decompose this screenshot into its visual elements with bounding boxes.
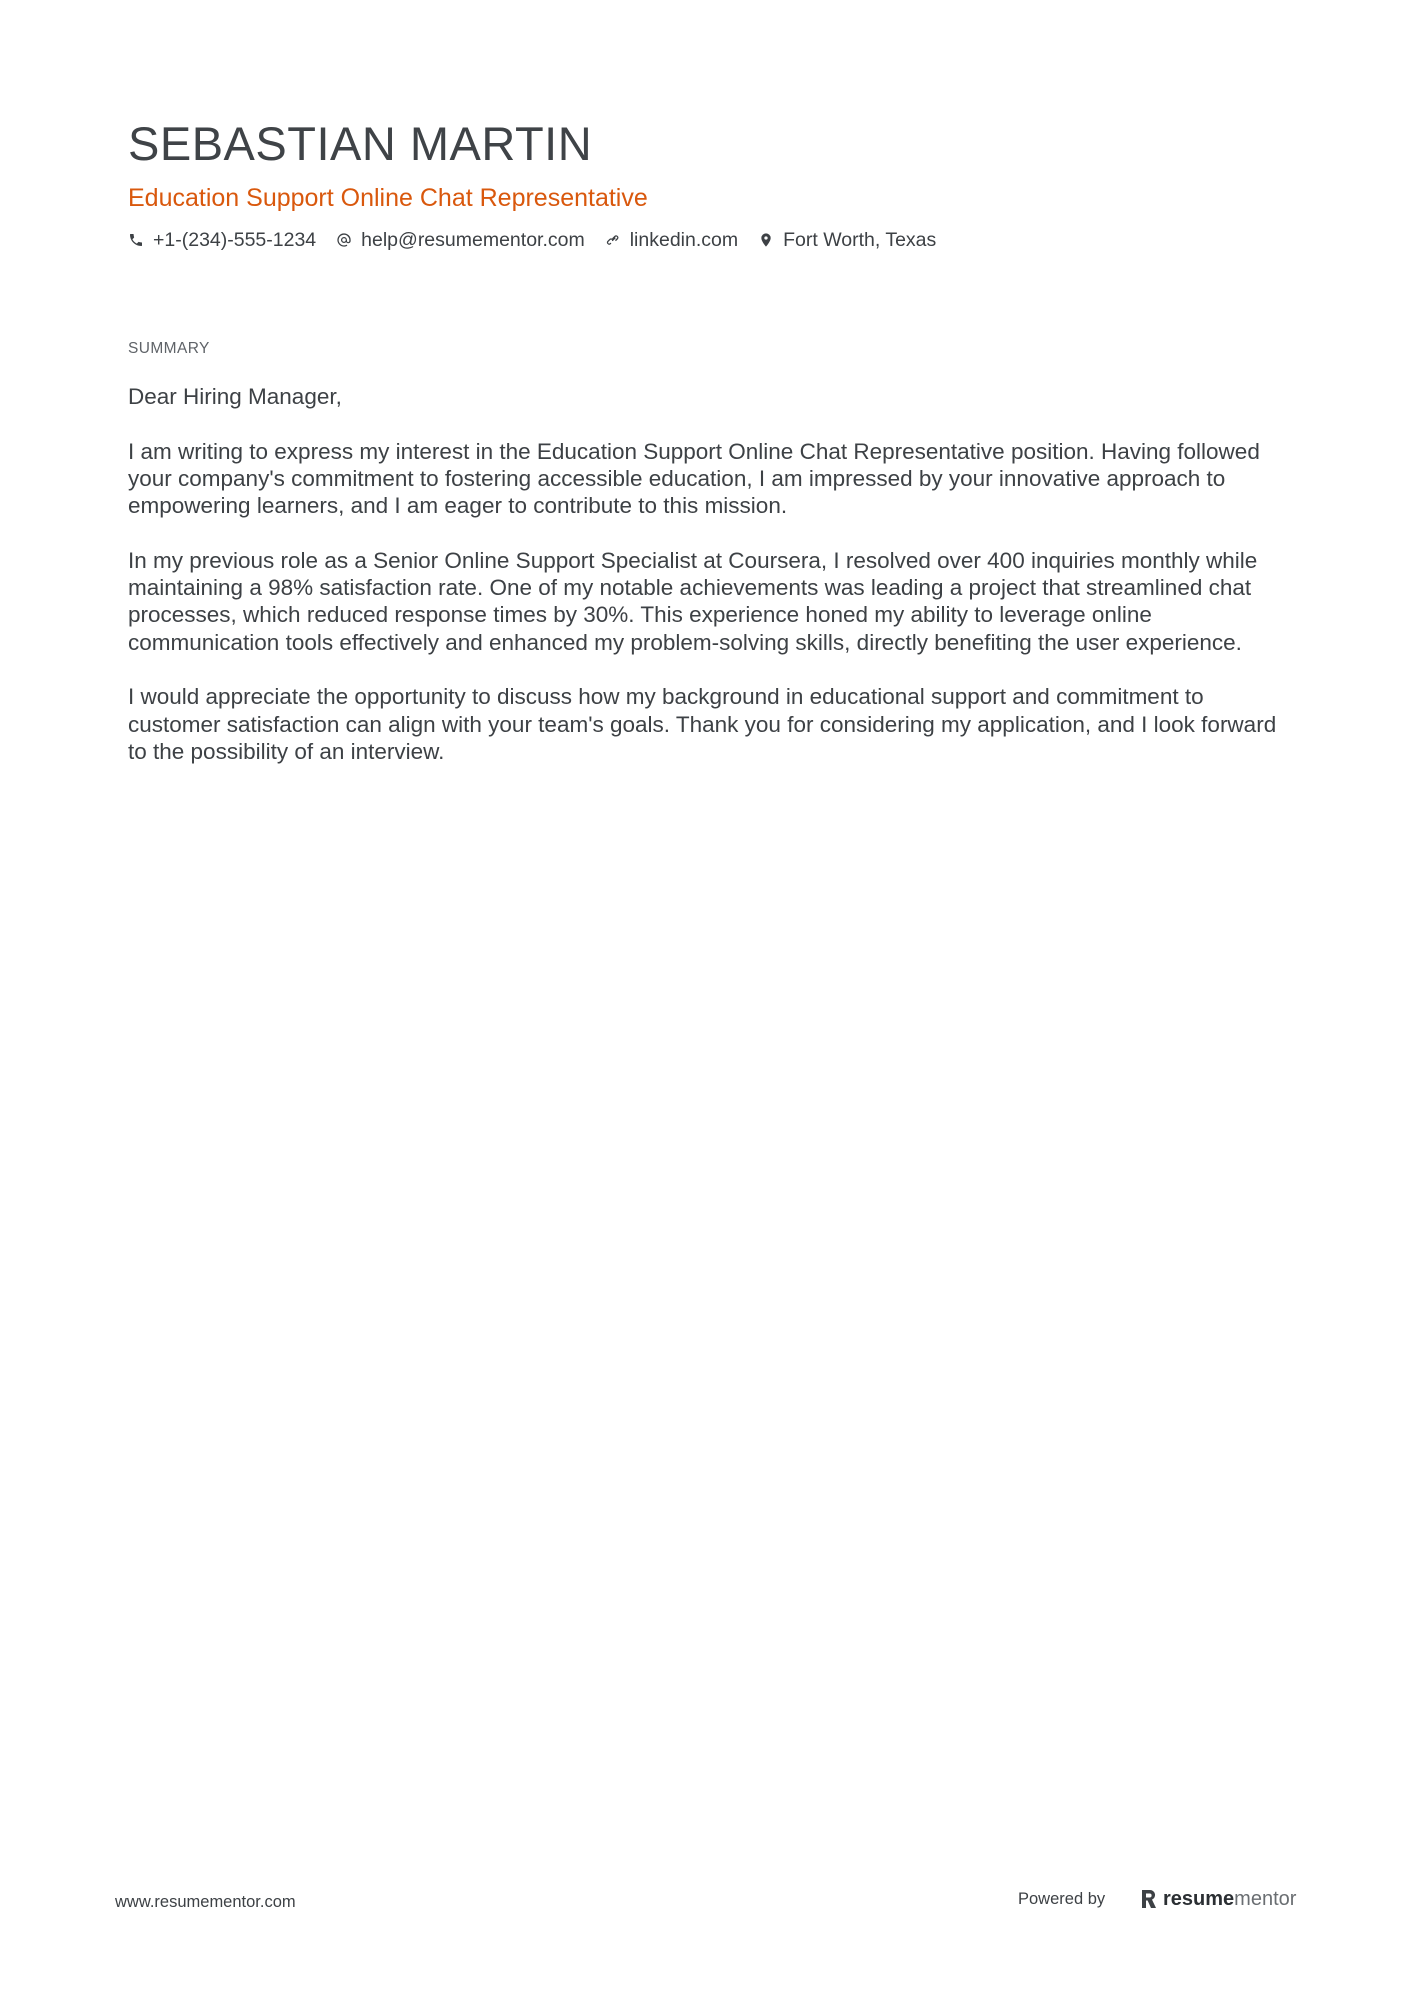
candidate-name: SEBASTIAN MARTIN — [128, 117, 593, 170]
letter-paragraph: In my previous role as a Senior Online Support Specialist at Coursera, I resolved over 400 inquiries monthly while maintaining a 98% satisfaction rate. One of my notable achievements was leading a project that streamlined chat processes, which reduced response times by 30%. This experience honed my ability to leverage online communication tools effectively and enhanced my problem-solving skills, directly benefiting the user experience. — [128, 547, 1258, 655]
cover-letter-body — [128, 383, 1288, 792]
contact-location-text: Fort Worth, Texas — [783, 228, 937, 251]
brand-name-bold: resume — [1163, 1887, 1235, 1910]
location-pin-icon — [758, 232, 774, 248]
phone-icon — [128, 232, 144, 248]
contact-location — [758, 229, 936, 252]
at-icon — [336, 232, 352, 248]
job-title: Education Support Online Chat Representative — [128, 184, 648, 212]
contact-website[interactable] — [605, 229, 738, 252]
brand-name-light: mentor — [1234, 1887, 1297, 1910]
contact-email[interactable] — [336, 229, 585, 252]
contact-phone-text: +1-(234)-555-1234 — [153, 228, 317, 251]
brand-logo[interactable] — [1140, 1885, 1296, 1913]
letter-salutation: Dear Hiring Manager, — [128, 384, 342, 409]
footer-website-link[interactable]: www.resumementor.com — [115, 1893, 296, 1911]
letter-paragraph: I would appreciate the opportunity to discuss how my background in educational support and commitment to customer satisfaction can align with your team's goals. Thank you for considering my application, and I look forward to the possibility of an interview. — [128, 684, 1277, 764]
powered-by-label: Powered by — [1018, 1890, 1106, 1908]
contact-bar — [128, 227, 956, 253]
contact-website-text: linkedin.com — [629, 228, 739, 251]
contact-email-text: help@resumementor.com — [361, 228, 585, 251]
contact-phone[interactable] — [128, 229, 316, 252]
resumementor-logo-icon — [1140, 1888, 1158, 1910]
link-icon — [605, 232, 621, 248]
letter-paragraph: I am writing to express my interest in the Education Support Online Chat Representative position. Having followed your company's commitment to fostering accessible education, I am impressed by your innovative approach to empowering learners, and I am eager to contribute to this mission. — [128, 438, 1260, 519]
section-heading-summary: SUMMARY — [128, 340, 210, 357]
